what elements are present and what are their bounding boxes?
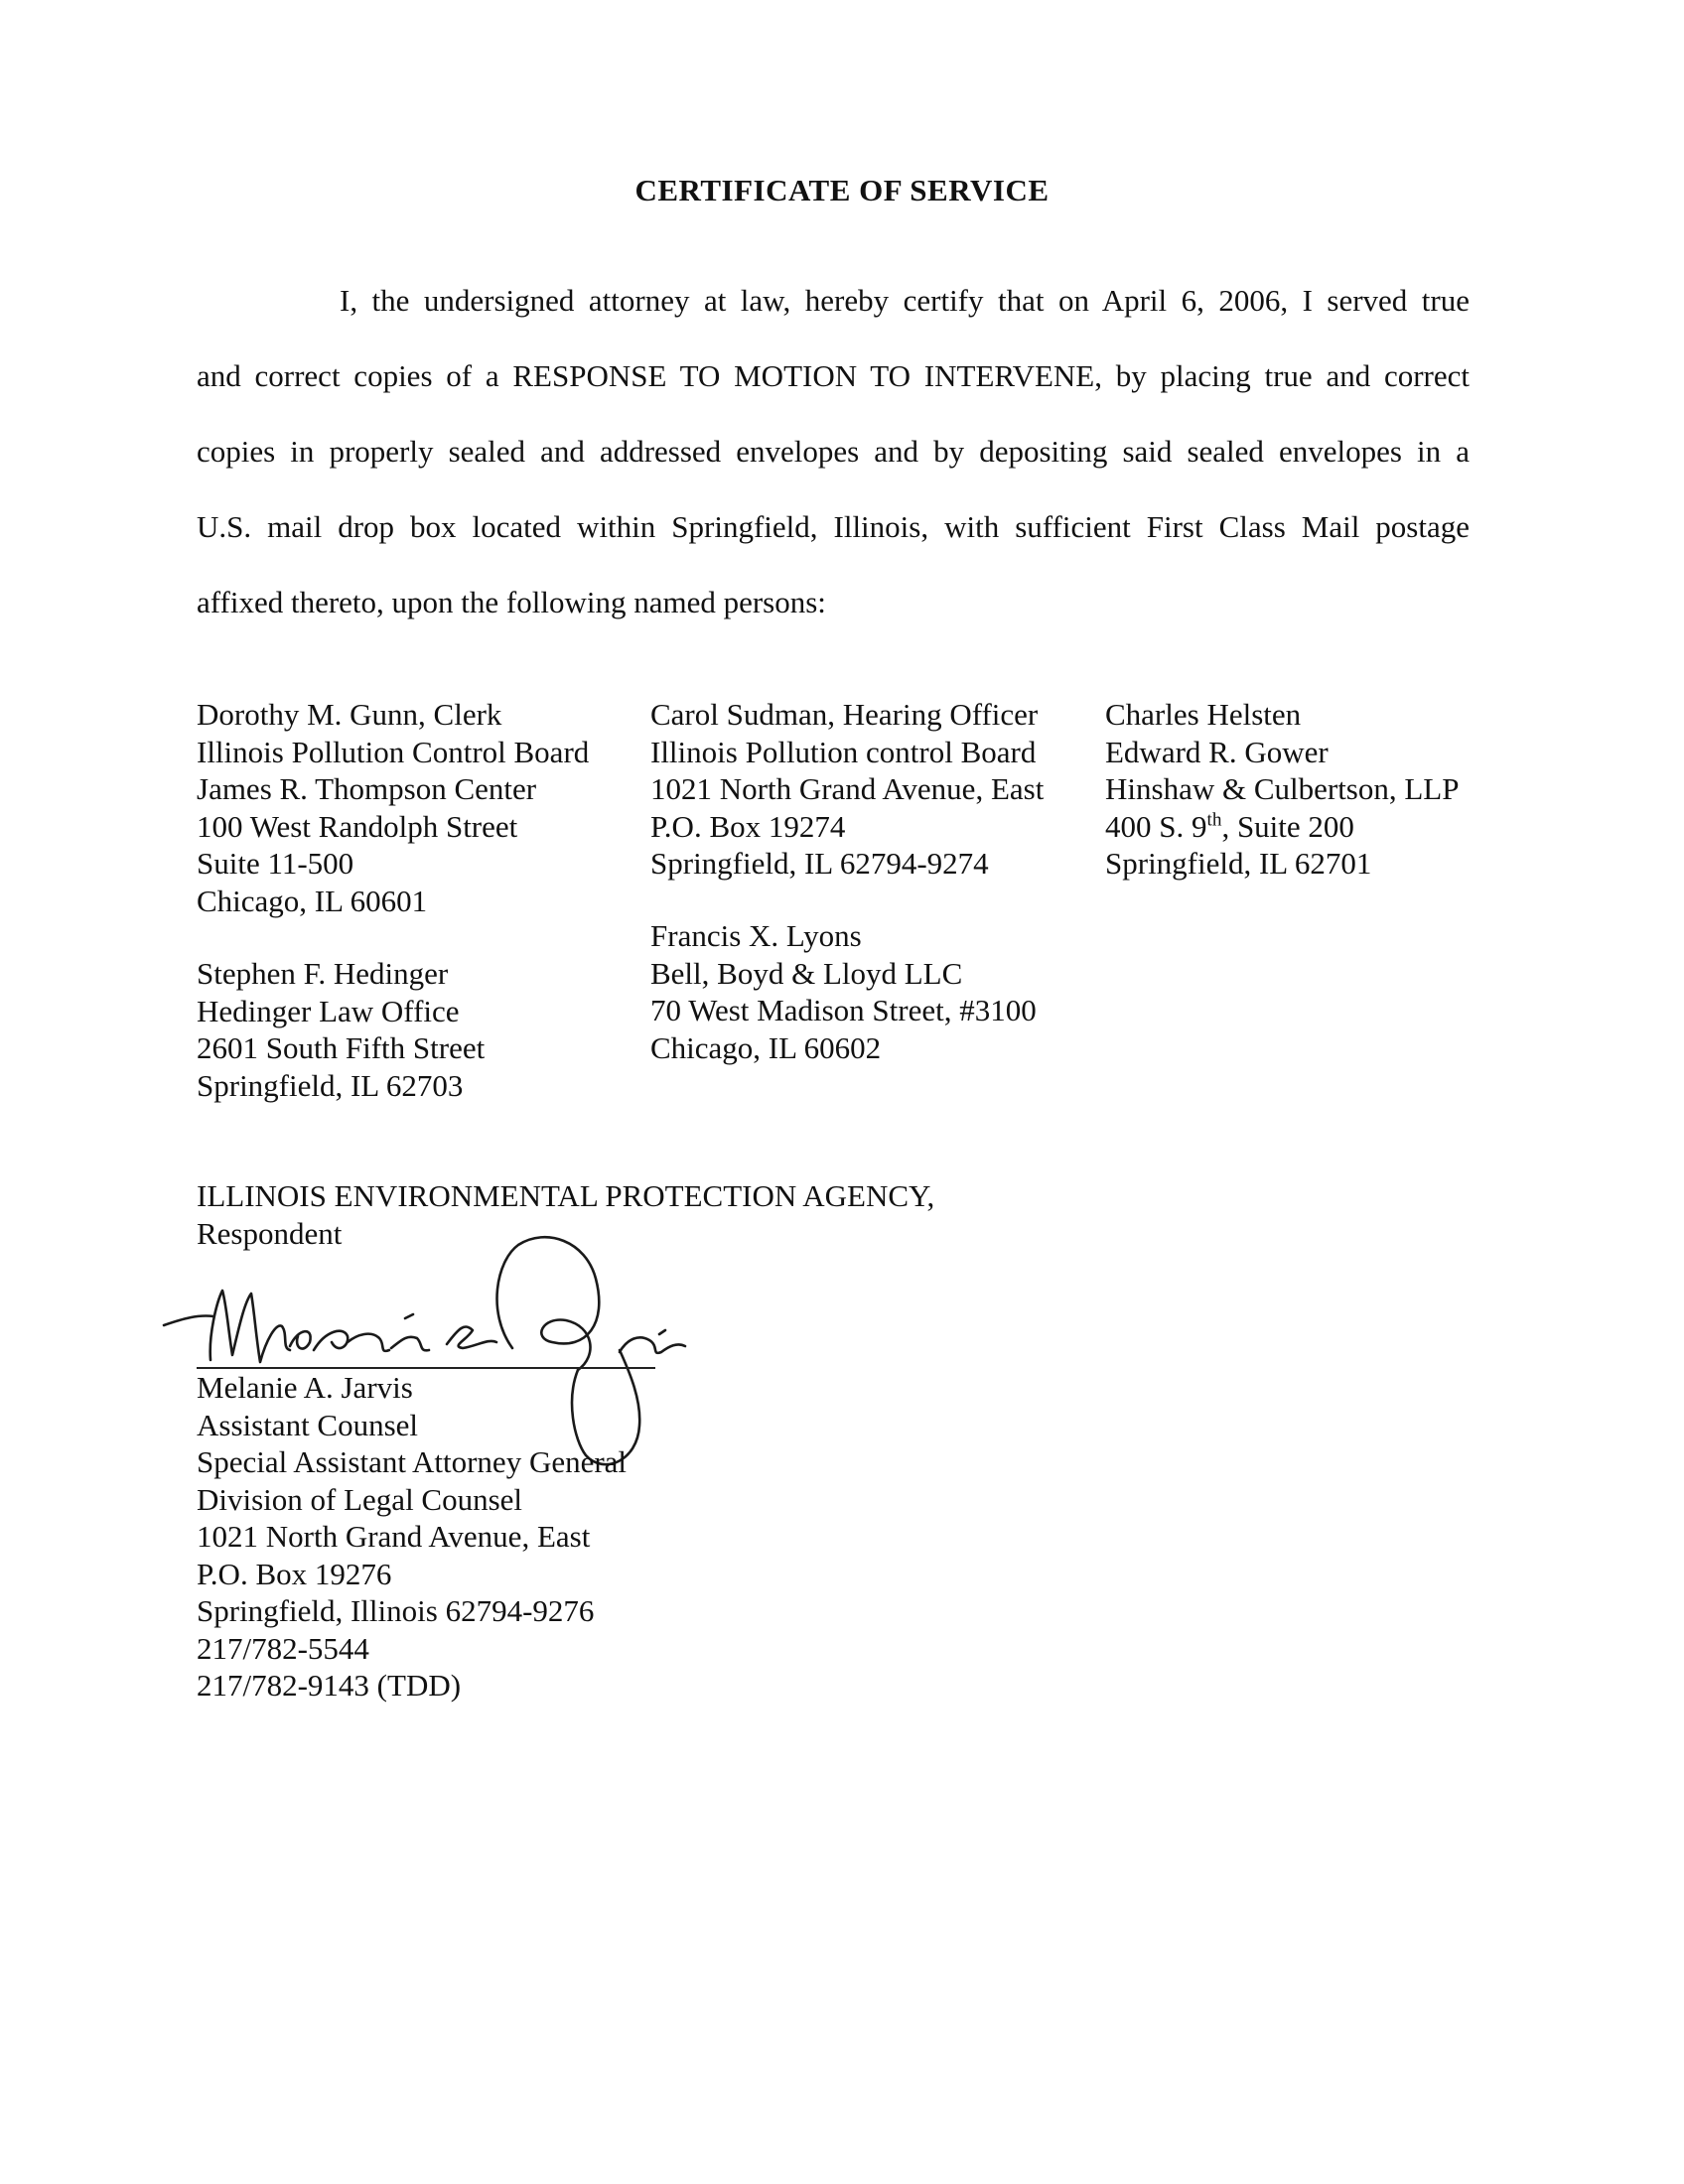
agency-name: ILLINOIS ENVIRONMENTAL PROTECTION AGENCY, bbox=[197, 1178, 935, 1213]
signer-name: Melanie A. Jarvis bbox=[197, 1370, 413, 1405]
signer-city: Springfield, Illinois 62794-9276 bbox=[197, 1593, 595, 1628]
recipient-lyons bbox=[650, 917, 1037, 1066]
body-line-2: and correct copies of a RESPONSE TO MOTION TO INTERVENE, by placing true and correct bbox=[197, 358, 1470, 393]
signer-tdd: 217/782-9143 (TDD) bbox=[197, 1668, 462, 1703]
recipient-gunn-line-2: Illinois Pollution Control Board bbox=[197, 734, 590, 769]
signer-street: 1021 North Grand Avenue, East bbox=[197, 1519, 591, 1554]
recipient-hedinger-line-2: Hedinger Law Office bbox=[197, 993, 460, 1028]
signer-division: Division of Legal Counsel bbox=[197, 1481, 523, 1517]
recipient-hedinger bbox=[197, 955, 485, 1104]
recipient-gunn-line-5: Suite 11-500 bbox=[197, 846, 354, 881]
recipient-sudman bbox=[650, 696, 1044, 883]
recipient-gunn-line-3: James R. Thompson Center bbox=[197, 771, 537, 806]
agency-role: Respondent bbox=[197, 1215, 343, 1251]
recipient-gunn-line-4: 100 West Randolph Street bbox=[197, 808, 518, 844]
body-line-5: affixed thereto, upon the following named persons: bbox=[197, 585, 826, 619]
signer-phone: 217/782-5544 bbox=[197, 1630, 369, 1666]
recipient-gunn bbox=[197, 696, 589, 919]
ordinal-suffix: th bbox=[1206, 809, 1222, 831]
signer-po-box: P.O. Box 19276 bbox=[197, 1556, 392, 1591]
recipient-gunn-line-1: Dorothy M. Gunn, Clerk bbox=[197, 697, 502, 732]
body-line-1: I, the undersigned attorney at law, hereby certify that on April 6, 2006, I served true bbox=[340, 283, 1470, 318]
body-line-4: U.S. mail drop box located within Springfield, Illinois, with sufficient First Class Mail postage bbox=[197, 509, 1470, 544]
recipient-helsten-line-2: Edward R. Gower bbox=[1105, 734, 1329, 769]
recipient-lyons-line-1: Francis X. Lyons bbox=[650, 918, 862, 953]
recipient-helsten-line-5: Springfield, IL 62701 bbox=[1105, 846, 1372, 881]
recipient-sudman-line-1: Carol Sudman, Hearing Officer bbox=[650, 697, 1039, 732]
recipient-sudman-line-4: P.O. Box 19274 bbox=[650, 808, 846, 844]
recipient-helsten-line-3: Hinshaw & Culbertson, LLP bbox=[1105, 771, 1460, 806]
recipient-hedinger-line-3: 2601 South Fifth Street bbox=[197, 1030, 486, 1065]
recipient-lyons-line-3: 70 West Madison Street, #3100 bbox=[650, 993, 1037, 1027]
recipient-hedinger-line-4: Springfield, IL 62703 bbox=[197, 1067, 464, 1103]
recipient-gunn-line-6: Chicago, IL 60601 bbox=[197, 883, 428, 918]
recipient-lyons-line-2: Bell, Boyd & Lloyd LLC bbox=[650, 955, 963, 991]
street-number: 400 S. 9 bbox=[1105, 808, 1207, 844]
recipient-helsten bbox=[1105, 696, 1460, 883]
signer-block bbox=[197, 1369, 627, 1705]
recipient-hedinger-line-1: Stephen F. Hedinger bbox=[197, 956, 449, 991]
recipient-helsten-line-4 bbox=[1105, 808, 1460, 846]
recipient-helsten-line-1: Charles Helsten bbox=[1105, 697, 1302, 732]
signer-title: Assistant Counsel bbox=[197, 1407, 419, 1442]
recipient-sudman-line-2: Illinois Pollution control Board bbox=[650, 734, 1037, 769]
suite: , Suite 200 bbox=[1221, 808, 1354, 844]
signer-title-2: Special Assistant Attorney General bbox=[197, 1444, 628, 1479]
recipient-sudman-line-3: 1021 North Grand Avenue, East bbox=[650, 771, 1045, 806]
document-title: CERTIFICATE OF SERVICE bbox=[634, 173, 1050, 207]
body-line-3: copies in properly sealed and addressed envelopes and by depositing said sealed envelopes in a bbox=[197, 434, 1470, 469]
recipient-lyons-line-4: Chicago, IL 60602 bbox=[650, 1029, 882, 1065]
recipient-sudman-line-5: Springfield, IL 62794-9274 bbox=[650, 846, 989, 881]
